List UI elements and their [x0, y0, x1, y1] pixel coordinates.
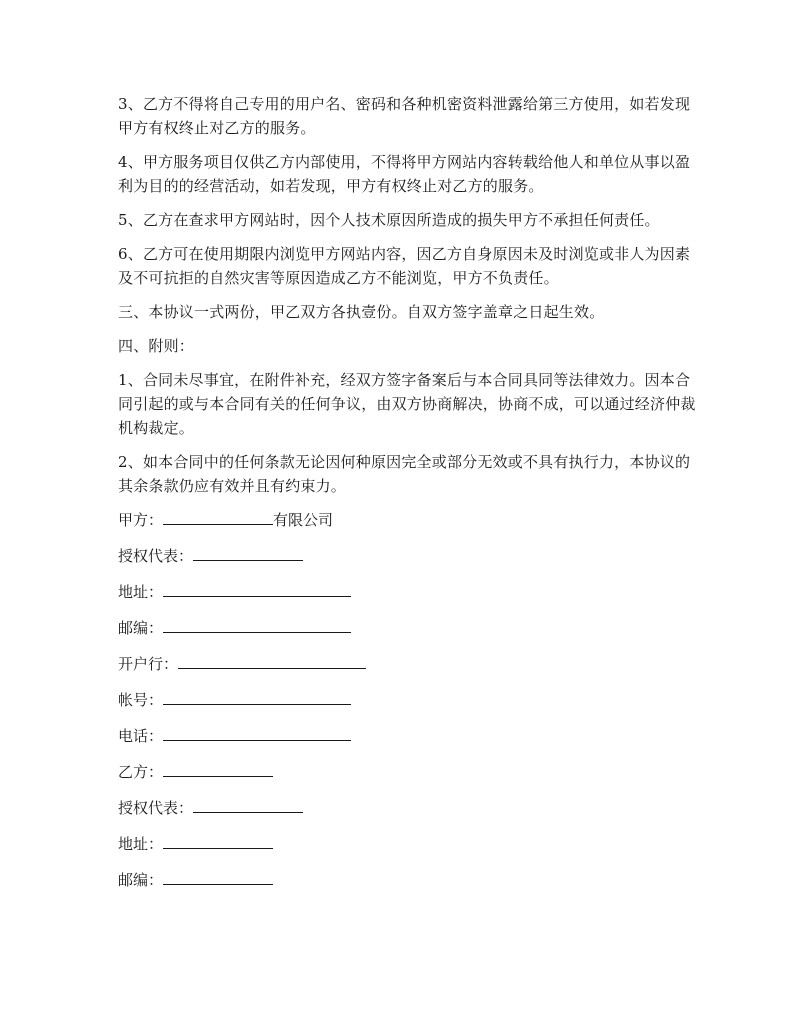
party-a-postcode-label: 邮编： — [118, 619, 164, 637]
party-b-field — [118, 760, 698, 784]
party-a-account-field — [118, 688, 698, 712]
party-a-blank — [163, 508, 273, 525]
party-a-phone-field — [118, 724, 698, 748]
party-b-address-blank — [163, 832, 273, 849]
party-a-account-label: 帐号： — [118, 691, 164, 709]
clause-3: 3、乙方不得将自己专用的用户名、密码和各种机密资料泄露给第三方使用，如若发现甲方有权终止对乙方的服务。 — [118, 95, 691, 137]
clause-4: 4、甲方服务项目仅供乙方内部使用，不得将甲方网站内容转载给他人和单位从事以盈利为目的的经营活动，如若发现，甲方有权终止对乙方的服务。 — [118, 153, 691, 195]
party-a-phone-blank — [163, 724, 351, 741]
party-a-address-blank — [163, 580, 351, 597]
party-a-rep-field — [118, 544, 698, 568]
party-a-field — [118, 508, 698, 532]
party-a-bank-label: 开户行： — [118, 655, 179, 673]
party-a-address-field — [118, 580, 698, 604]
section-4-heading: 四、附则： — [118, 337, 195, 355]
party-a-bank-blank — [178, 652, 366, 669]
party-b-rep-blank — [193, 796, 303, 813]
supplementary-clause-2: 2、如本合同中的任何条款无论因何种原因完全或部分无效或不具有执行力，本协议的其余条款仍应有效并且有约束力。 — [118, 453, 691, 495]
party-b-postcode-field — [118, 868, 698, 892]
supplementary-clause-1: 1、合同未尽事宜，在附件补充，经双方签字备案后与本合同具同等法律效力。因本合同引起的或与本合同有关的任何争议，由双方协商解决，协商不成，可以通过经济仲裁机构裁定。 — [118, 371, 696, 437]
party-b-postcode-blank — [163, 868, 273, 885]
document-body — [118, 92, 698, 904]
party-b-label: 乙方： — [118, 763, 164, 781]
party-a-rep-label: 授权代表： — [118, 547, 194, 565]
party-b-blank — [163, 760, 273, 777]
party-a-account-blank — [163, 688, 351, 705]
party-a-postcode-blank — [163, 616, 351, 633]
party-b-rep-label: 授权代表： — [118, 799, 194, 817]
party-b-postcode-label: 邮编： — [118, 871, 164, 889]
clause-6: 6、乙方可在使用期限内浏览甲方网站内容，因乙方自身原因未及时浏览或非人为因素及不可抗拒的自然灾害等原因造成乙方不能浏览，甲方不负责任。 — [118, 245, 691, 287]
party-a-address-label: 地址： — [118, 583, 164, 601]
party-a-label: 甲方： — [118, 511, 164, 529]
party-a-phone-label: 电话： — [118, 727, 164, 745]
party-a-bank-field — [118, 652, 698, 676]
party-b-rep-field — [118, 796, 698, 820]
section-3-effectiveness: 三、本协议一式两份，甲乙双方各执壹份。自双方签字盖章之日起生效。 — [118, 303, 605, 321]
clause-5: 5、乙方在查求甲方网站时，因个人技术原因所造成的损失甲方不承担任何责任。 — [118, 211, 660, 229]
party-b-address-label: 地址： — [118, 835, 164, 853]
party-a-rep-blank — [193, 544, 303, 561]
party-b-address-field — [118, 832, 698, 856]
party-a-suffix: 有限公司 — [273, 511, 334, 529]
party-a-postcode-field — [118, 616, 698, 640]
